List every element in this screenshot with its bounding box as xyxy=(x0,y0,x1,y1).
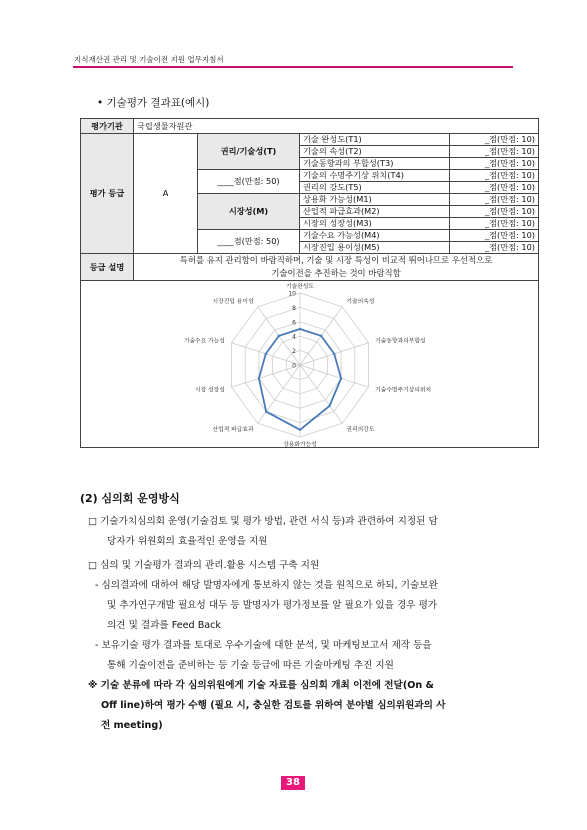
radar-data-point xyxy=(265,410,267,412)
evaluation-result-table xyxy=(80,118,539,448)
org-value: 국립생물자원관 xyxy=(134,119,539,134)
document-header-title: 지식재산권 관리 및 기술이전 지원 업무지침서 xyxy=(74,55,224,64)
market-item-score: _점(만점: 10) xyxy=(450,230,539,242)
radar-category-label: 기술완성도 xyxy=(286,284,314,290)
radar-spoke xyxy=(232,362,300,387)
market-label: 시장성(M) xyxy=(198,194,300,230)
market-subtotal-score: ____점(만점: 50) xyxy=(198,230,300,254)
radar-tick-label: 0 xyxy=(292,362,296,370)
market-item-name: 시장의 성장성(M3) xyxy=(300,218,450,230)
radar-category-label: 시장 성장성 xyxy=(195,387,225,394)
note-line: 전 meeting) xyxy=(101,720,163,731)
radar-data-point xyxy=(328,405,330,407)
radar-data-point xyxy=(340,377,342,379)
paragraph-line: - 보유기술 평가 결과를 토대로 우수기술에 대한 분석, 및 마케팅보고서 제작 등을 xyxy=(95,640,432,651)
page-number: 38 xyxy=(281,776,305,790)
section-title: (2) 심의회 운영방식 xyxy=(80,492,180,505)
radar-spoke xyxy=(258,362,300,423)
grade-description-line1: 특허를 유지 관리함이 바람직하며, 기술 및 시장 특성이 비교적 뛰어나므로 우선적으로 xyxy=(179,255,493,265)
tech-item-score: _점(만점: 10) xyxy=(450,170,539,182)
tech-item-name: 기술의 수명주기상 위치(T4) xyxy=(300,170,450,182)
radar-tick-label: 10 xyxy=(288,290,296,298)
radar-category-label: 시장진입 용이성 xyxy=(212,299,254,306)
radar-spoke xyxy=(300,365,368,387)
paragraph-line: - 심의결과에 대하여 해당 발명자에게 통보하지 않는 것을 원칙으로 하되, 기술보완 xyxy=(95,580,438,591)
tech-subtotal-score: ____점(만점: 50) xyxy=(198,170,300,194)
grade-description xyxy=(134,254,539,281)
radar-category-label: 상용화가능성 xyxy=(283,442,317,447)
paragraph-line: 의견 및 결과를 Feed Back xyxy=(107,620,221,631)
market-item-score: _점(만점: 10) xyxy=(450,218,539,230)
grade-value: A xyxy=(134,134,198,254)
radar-category-label: 권리의강도 xyxy=(346,426,375,433)
radar-tick-label: 8 xyxy=(292,304,296,312)
radar-chart-cell xyxy=(81,281,539,448)
radar-data-point xyxy=(265,353,267,355)
org-label: 평가기관 xyxy=(81,119,134,134)
tech-item-name: 기술 완성도(T1) xyxy=(300,134,450,146)
market-item-name: 상용화 가능성(M1) xyxy=(300,194,450,206)
bullet-text: 기술평가 결과표(예시) xyxy=(106,97,210,109)
radar-tick-label: 4 xyxy=(292,333,296,341)
market-item-score: _점(만점: 10) xyxy=(450,194,539,206)
radar-tick-label: 2 xyxy=(292,348,296,356)
paragraph-2 xyxy=(88,556,438,676)
grade-description-line2: 기술이전을 추진하는 것이 바람직함 xyxy=(271,268,401,278)
radar-data-point xyxy=(258,377,260,379)
grade-label: 평가 등급 xyxy=(81,134,134,254)
paragraph-1 xyxy=(88,512,438,552)
note-line: Off line)하여 평가 수행 (필요 시, 충실한 검토를 위하여 분야별 심의위원과의 사 xyxy=(101,700,446,711)
tech-item-score: _점(만점: 10) xyxy=(450,134,539,146)
market-item-name: 산업적 파급효과(M2) xyxy=(300,206,450,218)
paragraph-line: □ 기술가치심의회 운영(기술검토 및 평가 방법, 관련 서식 등)과 관련하여 지정된 담 xyxy=(88,516,438,527)
tech-item-name: 기술의 속성(T2) xyxy=(300,146,450,158)
radar-data-point xyxy=(320,335,322,337)
note-line: ※ 기술 분류에 따라 각 심의위원에게 기술 자료를 심의회 개최 이전에 전달(On & xyxy=(88,680,434,691)
tech-item-name: 기술동향과의 부합성(T3) xyxy=(300,158,450,170)
radar-category-label: 기술동향과의부합성 xyxy=(375,338,426,345)
tech-item-score: _점(만점: 10) xyxy=(450,182,539,194)
header-divider xyxy=(73,66,513,68)
radar-category-label: 산업적 파급효과 xyxy=(212,426,254,433)
market-item-score: _점(만점: 10) xyxy=(450,206,539,218)
radar-category-label: 기술수명주기상의위치 xyxy=(375,387,432,394)
radar-category-label: 기술수요 가능성 xyxy=(183,338,225,345)
paragraph-line: 및 추가연구개발 필요성 대두 등 발명자가 평가정보를 알 필요가 있을 경우 평가 xyxy=(107,600,438,611)
tech-item-score: _점(만점: 10) xyxy=(450,158,539,170)
tech-item-name: 권리의 강도(T5) xyxy=(300,182,450,194)
rights-tech-label: 권리/기술성(T) xyxy=(198,134,300,170)
radar-data-point xyxy=(278,335,280,337)
paragraph-line: □ 심의 및 기술평가 결과의 관리.활용 시스템 구축 지원 xyxy=(88,560,320,571)
radar-tick-label: 6 xyxy=(292,319,296,327)
radar-chart xyxy=(81,281,539,447)
market-item-name: 기술수요 가능성(M4) xyxy=(300,230,450,242)
radar-spoke xyxy=(300,365,342,423)
paragraph-line: 당자가 위원회의 효율적인 운영을 지원 xyxy=(107,536,268,547)
section-bullet: • 기술평가 결과표(예시) xyxy=(97,97,210,109)
tech-item-score: _점(만점: 10) xyxy=(450,146,539,158)
radar-data-point xyxy=(299,429,301,431)
paragraph-line: 통해 기술이전을 준비하는 등 기술 등급에 따른 기술마케팅 추진 지원 xyxy=(107,660,394,671)
note-paragraph xyxy=(88,676,446,736)
radar-category-label: 기술의속성 xyxy=(346,299,375,306)
grade-description-label: 등급 설명 xyxy=(81,254,134,281)
market-item-name: 시장진입 용이성(M5) xyxy=(300,242,450,254)
radar-data-point xyxy=(299,328,301,330)
radar-data-point xyxy=(333,353,335,355)
market-item-score: _점(만점: 10) xyxy=(450,242,539,254)
